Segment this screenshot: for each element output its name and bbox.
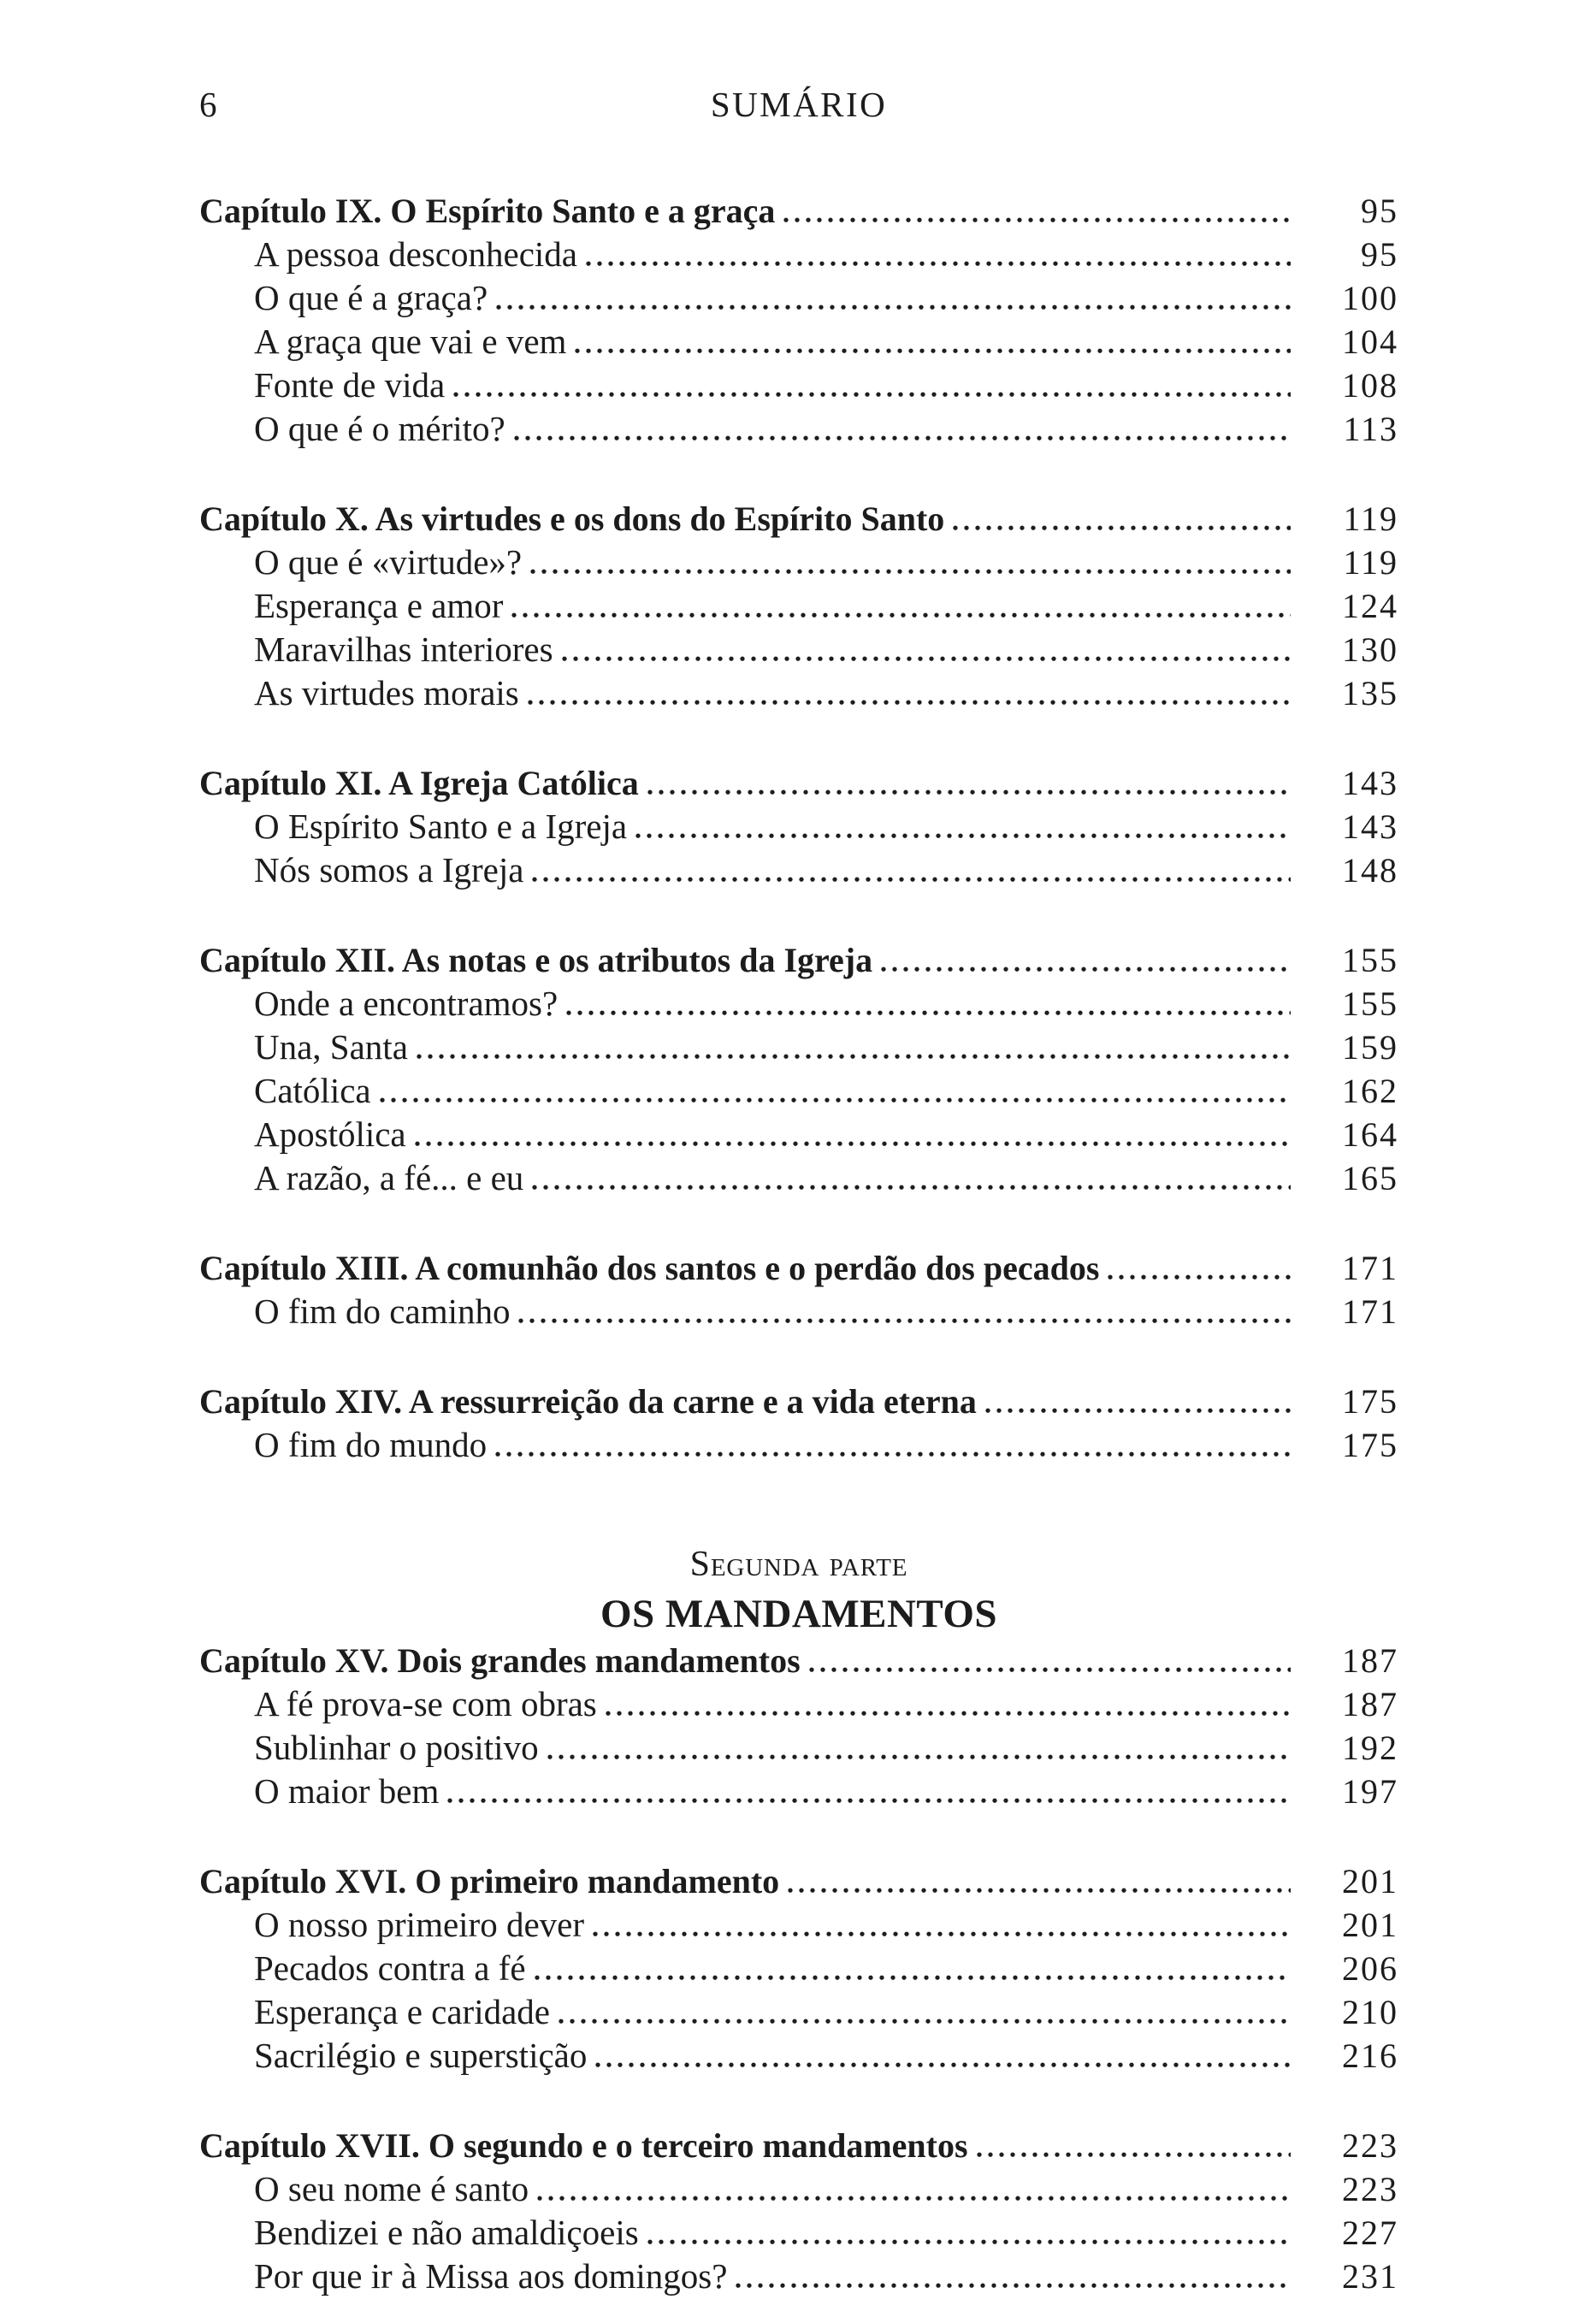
dot-leader bbox=[495, 1451, 1291, 1457]
entry-page-number: 206 bbox=[1342, 1949, 1398, 1988]
chapter-page-number: 155 bbox=[1342, 941, 1398, 979]
chapter-title: Capítulo XIV. A ressurreição da carne e a vida eterna bbox=[199, 1382, 977, 1421]
toc-entry-row bbox=[199, 2255, 1398, 2298]
dot-leader bbox=[380, 1097, 1291, 1102]
toc-section bbox=[199, 762, 1398, 892]
toc-section bbox=[199, 1640, 1398, 1813]
toc-section bbox=[199, 498, 1398, 715]
dot-leader bbox=[528, 700, 1291, 705]
toc-entry-row bbox=[199, 628, 1398, 671]
dot-leader bbox=[953, 525, 1291, 530]
toc-entry-row bbox=[199, 584, 1398, 628]
toc-entry-row bbox=[199, 671, 1398, 715]
entry-page-number: 162 bbox=[1342, 1072, 1398, 1110]
entry-page-number: 216 bbox=[1342, 2036, 1398, 2075]
dot-leader bbox=[453, 392, 1291, 397]
chapter-page-number: 175 bbox=[1342, 1382, 1398, 1421]
entry-title: O nosso primeiro dever bbox=[254, 1905, 584, 1944]
dot-leader bbox=[985, 1408, 1291, 1413]
toc-entry-row bbox=[199, 276, 1398, 320]
chapter-page-number: 201 bbox=[1342, 1862, 1398, 1900]
dot-leader bbox=[417, 1054, 1291, 1059]
chapter-page-number: 119 bbox=[1343, 499, 1398, 538]
toc-chapter-row bbox=[199, 190, 1398, 233]
entry-title: Católica bbox=[254, 1071, 371, 1110]
dot-leader bbox=[547, 1754, 1291, 1759]
chapter-title: Capítulo XII. As notas e os atributos da Igreja bbox=[199, 941, 873, 979]
dot-leader bbox=[496, 304, 1291, 310]
toc-entry-row bbox=[199, 541, 1398, 584]
dot-leader bbox=[977, 2152, 1291, 2157]
entry-page-number: 130 bbox=[1342, 630, 1398, 669]
dot-leader bbox=[606, 1711, 1291, 1716]
entry-page-number: 159 bbox=[1342, 1028, 1398, 1067]
chapter-page-number: 223 bbox=[1342, 2126, 1398, 2165]
toc-entry-row bbox=[199, 407, 1398, 451]
entry-title: O que é a graça? bbox=[254, 278, 488, 317]
toc-section bbox=[199, 2125, 1398, 2298]
entry-page-number: 104 bbox=[1342, 322, 1398, 361]
dot-leader bbox=[1108, 1274, 1291, 1280]
chapter-page-number: 95 bbox=[1361, 192, 1398, 230]
entry-title: Sublinhar o positivo bbox=[254, 1728, 539, 1767]
toc-entry-row bbox=[199, 1423, 1398, 1467]
dot-leader bbox=[532, 877, 1291, 882]
entry-page-number: 135 bbox=[1342, 674, 1398, 712]
toc-entry-row bbox=[199, 233, 1398, 276]
entry-page-number: 95 bbox=[1361, 235, 1398, 274]
entry-page-number: 119 bbox=[1343, 543, 1398, 582]
entry-page-number: 124 bbox=[1342, 587, 1398, 625]
page-number-folio: 6 bbox=[199, 85, 217, 124]
entry-title: O que é o mérito? bbox=[254, 409, 505, 448]
toc-entry-row bbox=[199, 1113, 1398, 1156]
entry-page-number: 201 bbox=[1342, 1906, 1398, 1944]
entry-title: Pecados contra a fé bbox=[254, 1948, 526, 1988]
chapter-page-number: 187 bbox=[1342, 1641, 1398, 1680]
dot-leader bbox=[559, 2019, 1291, 2024]
entry-title: Fonte de vida bbox=[254, 365, 446, 405]
entry-page-number: 210 bbox=[1342, 1993, 1398, 2031]
chapter-title: Capítulo XVI. O primeiro mandamento bbox=[199, 1862, 780, 1900]
dot-leader bbox=[809, 1667, 1291, 1672]
entry-page-number: 113 bbox=[1343, 410, 1398, 448]
toc-entry-row bbox=[199, 805, 1398, 848]
part-title: OS MANDAMENTOS bbox=[600, 1592, 997, 1636]
dot-leader bbox=[736, 2283, 1291, 2288]
dot-leader bbox=[447, 1798, 1291, 1803]
dot-leader bbox=[566, 1010, 1291, 1015]
toc-entry-row bbox=[199, 1069, 1398, 1113]
dot-leader bbox=[647, 789, 1291, 795]
dot-leader bbox=[415, 1141, 1291, 1146]
entry-title: O seu nome é santo bbox=[254, 2169, 529, 2208]
chapter-page-number: 171 bbox=[1342, 1249, 1398, 1287]
page-header bbox=[199, 86, 1398, 123]
toc-entry-row bbox=[199, 1290, 1398, 1333]
toc-chapter-row bbox=[199, 1380, 1398, 1423]
dot-leader bbox=[788, 1888, 1291, 1893]
entry-title: Por que ir à Missa aos domingos? bbox=[254, 2256, 728, 2296]
toc-entry-row bbox=[199, 2211, 1398, 2255]
entry-page-number: 148 bbox=[1342, 851, 1398, 890]
toc-section bbox=[199, 1380, 1398, 1467]
toc bbox=[199, 190, 1398, 2298]
entry-title: Esperança e amor bbox=[254, 586, 504, 625]
dot-leader bbox=[575, 348, 1291, 353]
dot-leader bbox=[881, 966, 1291, 972]
toc-entry-row bbox=[199, 1726, 1398, 1770]
toc-chapter-row bbox=[199, 1247, 1398, 1290]
dot-leader bbox=[783, 217, 1291, 222]
chapter-title: Capítulo IX. O Espírito Santo e a graça bbox=[199, 192, 776, 230]
dot-leader bbox=[532, 1185, 1291, 1190]
chapter-title: Capítulo XVII. O segundo e o terceiro mandamentos bbox=[199, 2126, 968, 2165]
entry-page-number: 143 bbox=[1342, 807, 1398, 846]
toc-entry-row bbox=[199, 1682, 1398, 1726]
toc-entry-row bbox=[199, 848, 1398, 892]
toc-entry-row bbox=[199, 982, 1398, 1026]
chapter-title: Capítulo X. As virtudes e os dons do Espírito Santo bbox=[199, 499, 945, 538]
toc-entry-row bbox=[199, 2034, 1398, 2078]
entry-page-number: 227 bbox=[1342, 2214, 1398, 2252]
entry-title: O Espírito Santo e a Igreja bbox=[254, 807, 628, 846]
entry-page-number: 155 bbox=[1342, 984, 1398, 1023]
entry-title: Sacrilégio e superstição bbox=[254, 2036, 588, 2075]
chapter-title: Capítulo XI. A Igreja Católica bbox=[199, 764, 639, 802]
toc-section bbox=[199, 939, 1398, 1200]
entry-title: Onde a encontramos? bbox=[254, 984, 559, 1023]
toc-section bbox=[199, 1247, 1398, 1333]
toc-entry-row bbox=[199, 1990, 1398, 2034]
toc-entry-row bbox=[199, 2167, 1398, 2211]
dot-leader bbox=[518, 1318, 1291, 1323]
toc-entry-row bbox=[199, 364, 1398, 407]
entry-title: A graça que vai e vem bbox=[254, 322, 567, 361]
toc-chapter-row bbox=[199, 762, 1398, 805]
entry-title: A fé prova-se com obras bbox=[254, 1684, 597, 1723]
entry-title: O maior bem bbox=[254, 1771, 440, 1811]
dot-leader bbox=[535, 1975, 1291, 1980]
entry-page-number: 108 bbox=[1342, 366, 1398, 405]
entry-page-number: 197 bbox=[1342, 1772, 1398, 1811]
entry-page-number: 223 bbox=[1342, 2170, 1398, 2208]
toc-section bbox=[199, 1860, 1398, 2078]
entry-title: A razão, a fé... e eu bbox=[254, 1158, 524, 1197]
entry-title: Bendizei e não amaldiçoeis bbox=[254, 2213, 639, 2252]
entry-page-number: 171 bbox=[1342, 1292, 1398, 1331]
dot-leader bbox=[586, 261, 1291, 266]
entry-page-number: 165 bbox=[1342, 1159, 1398, 1197]
toc-chapter-row bbox=[199, 1640, 1398, 1682]
entry-page-number: 187 bbox=[1342, 1685, 1398, 1723]
toc-chapter-row bbox=[199, 498, 1398, 541]
entry-page-number: 175 bbox=[1342, 1426, 1398, 1464]
entry-title: As virtudes morais bbox=[254, 673, 519, 712]
dot-leader bbox=[530, 569, 1291, 574]
entry-title: A pessoa desconhecida bbox=[254, 234, 577, 274]
toc-entry-row bbox=[199, 1770, 1398, 1813]
dot-leader bbox=[635, 833, 1291, 838]
entry-page-number: 192 bbox=[1342, 1729, 1398, 1767]
dot-leader bbox=[595, 2062, 1291, 2067]
dot-leader bbox=[514, 435, 1291, 440]
entry-title: O fim do mundo bbox=[254, 1425, 488, 1464]
dot-leader bbox=[562, 656, 1291, 661]
part-kicker: Segunda parte bbox=[689, 1545, 908, 1584]
dot-leader bbox=[537, 2196, 1291, 2201]
entry-title: Nós somos a Igreja bbox=[254, 850, 524, 890]
toc-entry-row bbox=[199, 1947, 1398, 1990]
entry-page-number: 164 bbox=[1342, 1115, 1398, 1154]
dot-leader bbox=[647, 2239, 1291, 2244]
entry-page-number: 231 bbox=[1342, 2257, 1398, 2296]
entry-title: Maravilhas interiores bbox=[254, 630, 553, 669]
entry-title: Apostólica bbox=[254, 1114, 406, 1154]
page-header-title: SUMÁRIO bbox=[710, 85, 888, 124]
chapter-title: Capítulo XV. Dois grandes mandamentos bbox=[199, 1641, 801, 1680]
toc-chapter-row bbox=[199, 1860, 1398, 1903]
entry-title: Esperança e caridade bbox=[254, 1992, 550, 2031]
part-heading bbox=[199, 1540, 1398, 1640]
toc-entry-row bbox=[199, 1903, 1398, 1947]
toc-chapter-row bbox=[199, 2125, 1398, 2167]
toc-section bbox=[199, 190, 1398, 451]
entry-title: O que é «virtude»? bbox=[254, 542, 523, 582]
entry-title: O fim do caminho bbox=[254, 1292, 511, 1331]
dot-leader bbox=[593, 1931, 1291, 1936]
dot-leader bbox=[511, 612, 1291, 618]
toc-entry-row bbox=[199, 1026, 1398, 1069]
chapter-page-number: 143 bbox=[1342, 764, 1398, 802]
toc-entry-row bbox=[199, 1156, 1398, 1200]
toc-chapter-row bbox=[199, 939, 1398, 982]
chapter-title: Capítulo XIII. A comunhão dos santos e o perdão dos pecados bbox=[199, 1249, 1100, 1287]
toc-entry-row bbox=[199, 320, 1398, 364]
entry-page-number: 100 bbox=[1342, 279, 1398, 317]
entry-title: Una, Santa bbox=[254, 1027, 408, 1067]
